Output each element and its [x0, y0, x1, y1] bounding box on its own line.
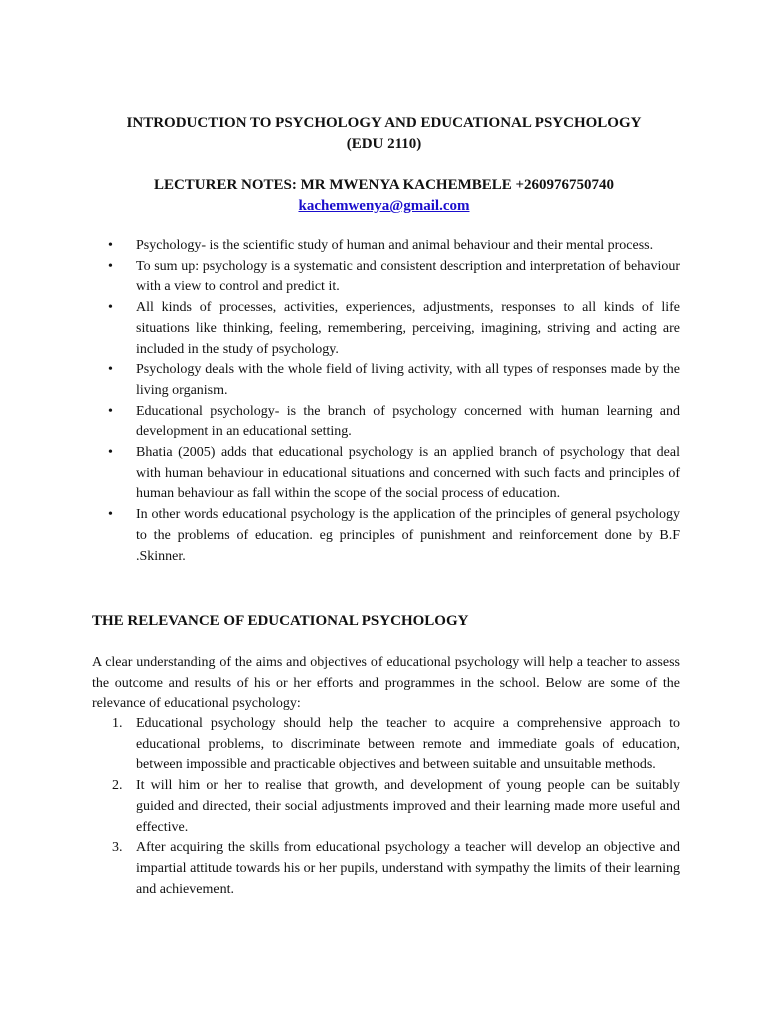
course-code: (EDU 2110): [346, 136, 422, 152]
definition-bullet-list: [92, 236, 680, 567]
list-item: [92, 360, 680, 401]
bullet-text: Psychology- is the scientific study of human and animal behaviour and their mental process.: [136, 238, 654, 253]
document-title: INTRODUCTION TO PSYCHOLOGY AND EDUCATIONAL PSYCHOLOGY: [126, 115, 642, 131]
list-item: [92, 443, 680, 505]
item-number: 2.: [112, 778, 123, 794]
bullet-icon: •: [108, 258, 113, 274]
bullet-text: To sum up: psychology is a systematic and consistent description and interpretation of behaviour with a view to control and predict it.: [136, 258, 680, 295]
intro-paragraph: A clear understanding of the aims and objectives of educational psychology will help a teacher to assess the outcome and results of his or her efforts and programmes in the school. Below are some of the relevance of educational psychology:: [92, 655, 680, 712]
bullet-text: In other words educational psychology is the application of the principles of general psychology to the problems of education. eg principles of punishment and reinforcement done by B.F .Skinner.: [136, 507, 680, 564]
bullet-icon: •: [108, 362, 113, 378]
list-item: [92, 298, 680, 360]
item-text: After acquiring the skills from educational psychology a teacher will develop an objective and impartial attitude towards his or her pupils, understand with sympathy the limits of their learning and achievement.: [136, 840, 680, 897]
list-item: [92, 776, 680, 838]
section-heading: THE RELEVANCE OF EDUCATIONAL PSYCHOLOGY: [92, 613, 469, 629]
bullet-icon: •: [108, 445, 113, 461]
bullet-text: All kinds of processes, activities, experiences, adjustments, responses to all kinds of life situations like thinking, feeling, remembering, perceiving, imagining, striving and acting are included in the study of psychology.: [136, 300, 680, 357]
list-item: [92, 838, 680, 900]
list-item: [92, 505, 680, 567]
bullet-text: Psychology deals with the whole field of living activity, with all types of responses made by the living organism.: [136, 362, 680, 398]
list-item: [92, 257, 680, 298]
list-item: [92, 236, 680, 257]
lecturer-line: LECTURER NOTES: MR MWENYA KACHEMBELE +260976750740: [153, 177, 615, 193]
bullet-icon: •: [108, 507, 113, 523]
bullet-icon: •: [108, 238, 113, 253]
bullet-icon: •: [108, 403, 113, 419]
email-link[interactable]: kachemwenya@gmail.com: [298, 198, 470, 214]
bullet-icon: •: [108, 300, 113, 316]
list-item: [92, 402, 680, 443]
item-number: 1.: [112, 716, 123, 731]
item-text: Educational psychology should help the teacher to acquire a comprehensive approach to educational problems, to discriminate between remote and immediate goals of education, between impossible and practicable objectives and between suitable and unsuitable methods.: [136, 716, 680, 773]
item-text: It will him or her to realise that growth, and development of young people can be suitably guided and directed, their social adjustments improved and their learning made more useful and effective.: [136, 778, 680, 835]
bullet-text: Bhatia (2005) adds that educational psychology is an applied branch of psychology that deal with human behaviour in educational situations and concerned with such facts and principles of human behaviour as fall within the scope of the social process of education.: [136, 445, 680, 502]
relevance-numbered-list: [92, 714, 680, 900]
bullet-text: Educational psychology- is the branch of psychology concerned with human learning and development in an educational setting.: [136, 403, 680, 440]
email-line: [60, 196, 708, 217]
list-item: [92, 714, 680, 776]
item-number: 3.: [112, 840, 123, 856]
